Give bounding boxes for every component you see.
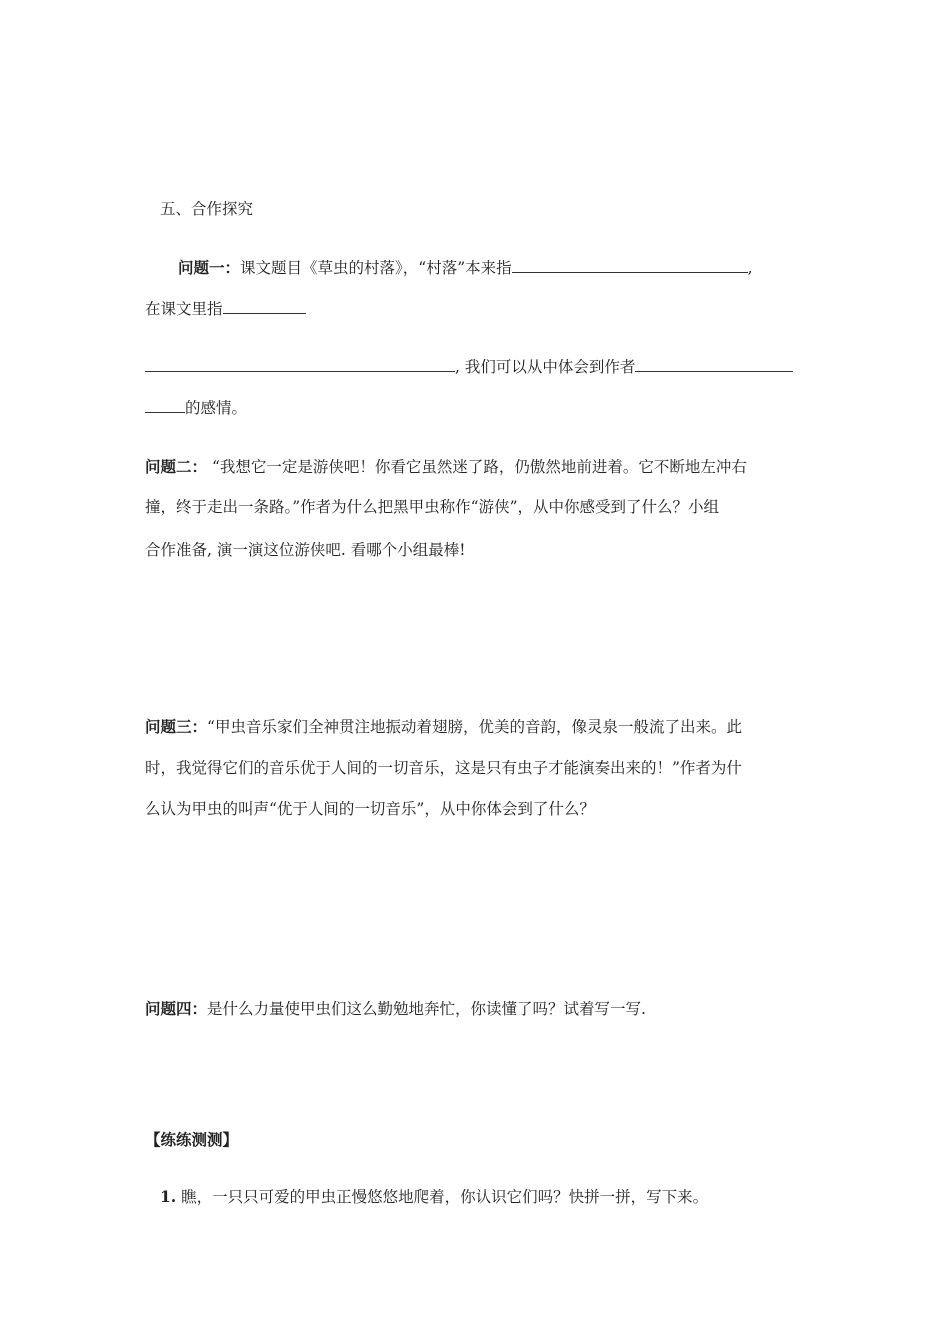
- section-heading: 五、合作探究: [160, 200, 254, 218]
- q1-label: 问题一：: [178, 258, 241, 277]
- q1-line1: 问题一：课文题目《草虫的村落》，“村落”本来指 ,: [178, 258, 753, 277]
- practice-item-1-number: 1.: [160, 1187, 177, 1206]
- q3-label: 问题三：: [145, 717, 208, 736]
- q1-text-c: 我们可以从中体会到作者: [464, 358, 636, 376]
- q2-line3: 合作准备, 演一演这位游侠吧. 看哪个小组最棒!: [145, 541, 466, 559]
- q1-text-a: 课文题目《草虫的村落》，“村落”本来指: [240, 259, 512, 277]
- q4-line: [145, 999, 646, 1019]
- q1-blank-original-meaning[interactable]: [512, 258, 748, 273]
- practice-heading: 【练练测测】: [145, 1130, 239, 1149]
- q1-blank-text-meaning-cont[interactable]: [145, 357, 455, 372]
- q3-line3: 么认为甲虫的叫声“优于人间的一切音乐”，从中你体会到了什么？: [145, 800, 595, 818]
- practice-item-1-text: 瞧，一只只可爱的甲虫正慢悠悠地爬着，你认识它们吗？快拼一拼，写下来。: [181, 1188, 709, 1206]
- q1-text-b: 在课文里指: [145, 300, 223, 318]
- q1-blank-text-meaning[interactable]: [223, 299, 306, 314]
- q3-line1: [145, 717, 742, 737]
- q2-text-1: “我想它一定是游侠吧！你看它虽然迷了路，仍傲然地前进着。它不断地左冲右: [211, 458, 747, 476]
- practice-item-1: [160, 1187, 708, 1207]
- q1-line2: [145, 299, 306, 319]
- q2-label: 问题二：: [145, 457, 208, 476]
- q1-blank-feeling-cont[interactable]: [145, 398, 185, 413]
- q1-text-d: 的感情。: [185, 399, 248, 417]
- q3-text-1: “甲虫音乐家们全神贯注地振动着翅膀，优美的音韵，像灵泉一般流了出来。此: [207, 718, 742, 736]
- q3-line2: 时，我觉得它们的音乐优于人间的一切音乐，这是只有虫子才能演奏出来的！”作者为什: [145, 759, 742, 777]
- q1-line4: [145, 398, 247, 418]
- q4-label: 问题四：: [145, 999, 208, 1018]
- q1-line3: , 我们可以从中体会到作者: [145, 357, 793, 377]
- q1-blank-feeling[interactable]: [635, 357, 793, 372]
- q2-line1: [145, 457, 747, 477]
- q2-line2: 撞，终于走出一条路。”作者为什么把黑甲虫称作“游侠”，从中你感受到了什么？小组: [145, 498, 720, 516]
- q4-text: 是什么力量使甲虫们这么勤勉地奔忙，你读懂了吗？试着写一写.: [207, 1000, 646, 1018]
